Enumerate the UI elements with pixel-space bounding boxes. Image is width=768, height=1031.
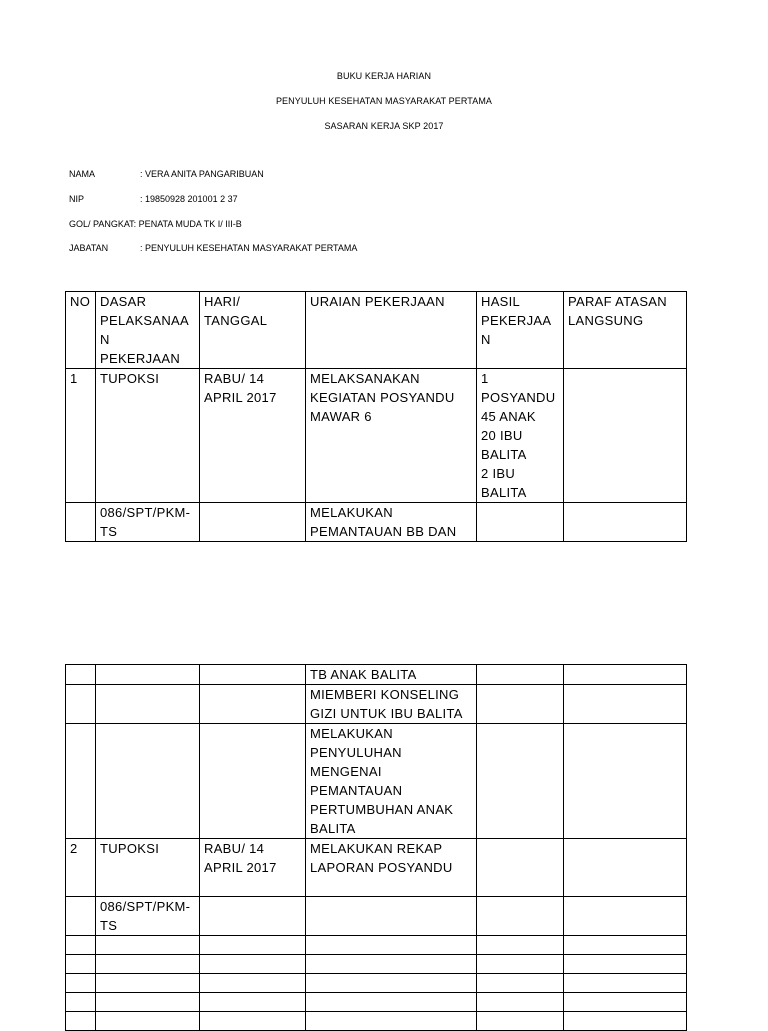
cell-uraian: [306, 839, 477, 897]
nip-value: : 19850928 201001 2 37: [140, 194, 238, 204]
cell-dasar: [96, 839, 200, 897]
cell-hari-text: RABU/ 14 APRIL 2017: [204, 841, 277, 875]
cell-no: [66, 1012, 96, 1031]
table-row: [66, 839, 687, 897]
header-dasar-label: DASAR PELAKSANAAN PEKERJAAN: [100, 294, 189, 366]
cell-dasar: [96, 936, 200, 955]
cell-paraf: [564, 724, 687, 839]
cell-uraian: [306, 665, 477, 685]
nama-label: NAMA: [69, 169, 96, 179]
cell-uraian: [306, 955, 477, 974]
cell-no-text: 2: [70, 841, 78, 856]
gol-pangkat-line: GOL/ PANGKAT: PENATA MUDA TK I/ III-B: [69, 219, 242, 229]
cell-hasil: [477, 1012, 564, 1031]
document-title: BUKU KERJA HARIAN: [336, 71, 432, 81]
cell-no: [66, 685, 96, 724]
cell-paraf: [564, 936, 687, 955]
cell-hari: [200, 503, 306, 542]
cell-hari: [200, 724, 306, 839]
cell-no: [66, 839, 96, 897]
cell-hari-text: RABU/ 14 APRIL 2017: [204, 371, 277, 405]
header-hasil-label: HASIL PEKERJAAN: [481, 294, 552, 347]
cell-hari: [200, 993, 306, 1012]
table-row: [66, 369, 687, 503]
cell-hasil: [477, 897, 564, 936]
cell-dasar: [96, 955, 200, 974]
table-row: [66, 955, 687, 974]
cell-uraian: [306, 1012, 477, 1031]
cell-hasil: [477, 993, 564, 1012]
cell-dasar: [96, 974, 200, 993]
cell-uraian: [306, 369, 477, 503]
table-row: [66, 936, 687, 955]
document-target-line: SASARAN KERJA SKP 2017: [324, 121, 444, 131]
header-no-label: NO: [70, 294, 91, 309]
cell-paraf: [564, 993, 687, 1012]
cell-paraf: [564, 974, 687, 993]
cell-no: [66, 369, 96, 503]
cell-hasil: [477, 665, 564, 685]
header-uraian-label: URAIAN PEKERJAAN: [310, 294, 445, 309]
cell-dasar: [96, 993, 200, 1012]
table-row: [66, 974, 687, 993]
cell-dasar-text: TUPOKSI: [100, 371, 160, 386]
jabatan-label: JABATAN: [69, 243, 109, 253]
cell-hari: [200, 1012, 306, 1031]
cell-uraian: [306, 936, 477, 955]
cell-uraian: [306, 724, 477, 839]
cell-paraf: [564, 1012, 687, 1031]
cell-paraf: [564, 665, 687, 685]
table-row: [66, 724, 687, 839]
cell-uraian: [306, 974, 477, 993]
cell-paraf: [564, 369, 687, 503]
cell-hasil: [477, 369, 564, 503]
cell-uraian: [306, 897, 477, 936]
table-header-row: [66, 292, 687, 369]
cell-no: [66, 993, 96, 1012]
table-row: [66, 1012, 687, 1031]
table-row: [66, 897, 687, 936]
cell-dasar: [96, 665, 200, 685]
cell-hasil: [477, 955, 564, 974]
cell-no: [66, 974, 96, 993]
cell-dasar-text: 086/SPT/PKM- TS: [100, 899, 191, 933]
cell-hasil: [477, 503, 564, 542]
cell-uraian-text: MELAKSANAKAN KEGIATAN POSYANDU MAWAR 6: [310, 371, 455, 424]
cell-paraf: [564, 955, 687, 974]
header-hari: [200, 292, 306, 369]
cell-no: [66, 503, 96, 542]
cell-uraian-text: MIEMBERI KONSELING GIZI UNTUK IBU BALITA: [310, 687, 463, 721]
cell-dasar: [96, 897, 200, 936]
header-hasil: [477, 292, 564, 369]
cell-no: [66, 665, 96, 685]
cell-dasar: [96, 1012, 200, 1031]
work-log-table-1: [65, 291, 687, 542]
cell-dasar: [96, 369, 200, 503]
cell-hari: [200, 685, 306, 724]
jabatan-value: : PENYULUH KESEHATAN MASYARAKAT PERTAMA: [140, 243, 358, 253]
cell-dasar-text: 086/SPT/PKM- TS: [100, 505, 191, 539]
header-paraf-label: PARAF ATASAN LANGSUNG: [568, 294, 667, 328]
cell-uraian-text: MELAKUKAN REKAP LAPORAN POSYANDU: [310, 841, 453, 875]
cell-uraian-text: MELAKUKAN PEMANTAUAN BB DAN: [310, 505, 457, 539]
cell-hari: [200, 897, 306, 936]
cell-dasar: [96, 685, 200, 724]
cell-no: [66, 897, 96, 936]
work-log-table-2: [65, 664, 687, 1031]
nama-value: : VERA ANITA PANGARIBUAN: [140, 169, 264, 179]
cell-uraian: [306, 503, 477, 542]
cell-uraian: [306, 685, 477, 724]
cell-hasil: [477, 974, 564, 993]
cell-uraian: [306, 993, 477, 1012]
table-row: [66, 685, 687, 724]
cell-paraf: [564, 897, 687, 936]
table-row: [66, 503, 687, 542]
cell-hari: [200, 936, 306, 955]
nip-label: NIP: [69, 194, 85, 204]
cell-dasar: [96, 503, 200, 542]
cell-hasil: [477, 724, 564, 839]
cell-hasil: [477, 936, 564, 955]
cell-no: [66, 955, 96, 974]
header-paraf: [564, 292, 687, 369]
header-hari-label: HARI/ TANGGAL: [204, 294, 268, 328]
cell-paraf: [564, 685, 687, 724]
cell-hasil-text: 1 POSYANDU 45 ANAK 20 IBU BALITA 2 IBU BALITA: [481, 371, 556, 500]
cell-dasar: [96, 724, 200, 839]
header-no: [66, 292, 96, 369]
cell-uraian-text: TB ANAK BALITA: [310, 667, 417, 682]
cell-dasar-text: TUPOKSI: [100, 841, 160, 856]
cell-hasil: [477, 685, 564, 724]
table-row: [66, 993, 687, 1012]
cell-uraian-text: MELAKUKAN PENYULUHAN MENGENAI PEMANTAUAN PERTUMBUHAN ANAK BALITA: [310, 726, 454, 836]
cell-hari: [200, 974, 306, 993]
cell-hari: [200, 839, 306, 897]
cell-hari: [200, 955, 306, 974]
cell-no-text: 1: [70, 371, 78, 386]
cell-paraf: [564, 503, 687, 542]
table-row: [66, 665, 687, 685]
cell-hasil: [477, 839, 564, 897]
cell-hari: [200, 369, 306, 503]
document-subtitle: PENYULUH KESEHATAN MASYARAKAT PERTAMA: [275, 96, 493, 106]
cell-no: [66, 936, 96, 955]
cell-paraf: [564, 839, 687, 897]
header-uraian: [306, 292, 477, 369]
cell-hari: [200, 665, 306, 685]
cell-no: [66, 724, 96, 839]
header-dasar: [96, 292, 200, 369]
